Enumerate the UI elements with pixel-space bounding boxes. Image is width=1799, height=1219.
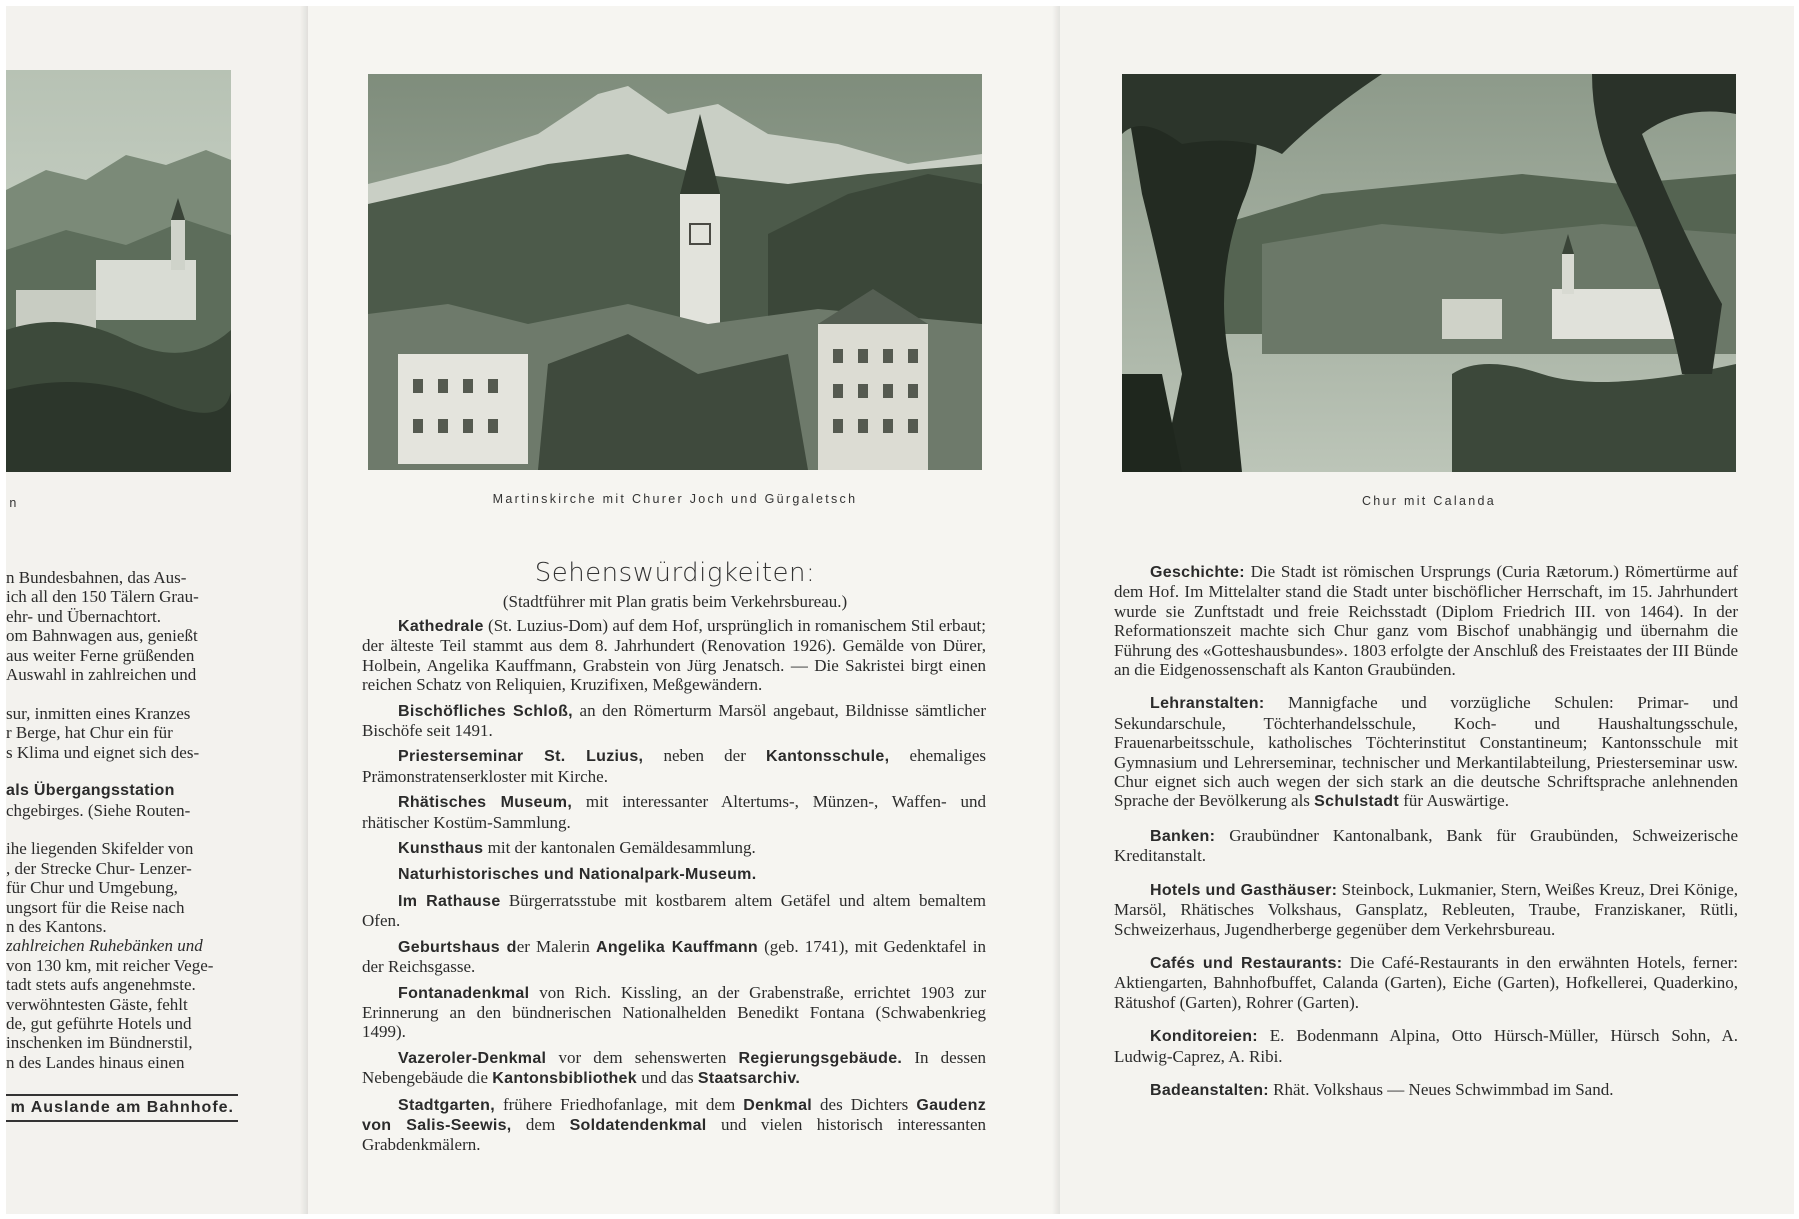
sight-entry: Naturhistorisches und Nationalpark-Museum. xyxy=(398,866,757,884)
sight-entry: Stadtgarten, frühere Friedhofanlage, mit dem Denkmal des Dichters Gaudenz von Salis-Seewis, dem Soldatendenkmal und vielen historisch interessanten Grabdenkmälern. xyxy=(362,1094,986,1155)
left-photo-chur-town xyxy=(6,70,231,472)
sight-entry: Im Rathause Bürgerratsstube mit kostbarem altem Getäfel und altem bemaltem Ofen. xyxy=(362,890,986,931)
left-text-line: für Chur und Umgebung, xyxy=(6,878,178,898)
sight-entry: Kathedrale (St. Luzius-Dom) auf dem Hof, ursprünglich in romanischem Stil erbaut; der älteste Teil stammt aus dem 8. Jahrhundert (Renovation 1926). Gemälde von Dürer, Holbein, Angelika Kauffmann, Grabstein von Jürg Jenatsch. — Die Sakristei birgt einen reichen Schatz von Reliquien, Kruzifixen, Meßgewändern. xyxy=(362,616,986,695)
sights-subheading: (Stadtführer mit Plan gratis beim Verkehrsbureau.) xyxy=(502,592,848,611)
left-bottom-box: m Auslande am Bahnhofe. xyxy=(6,1094,238,1122)
info-entry-geschichte: Geschichte: Die Stadt ist römischen Ursprungs (Curia Rætorum.) Römertürme auf dem Hof. Im Mittelalter stand die Stadt unter bischöflicher Herrschaft, im 15. Jahrhundert wurde sie Zunftstadt und freie Reichsstadt (Diplom Friedrich III. von 1464). In der Reformationszeit machte sich Chur ganz vom Bischof unabhängig und übernahm die Führung des «Gotteshausbundes». 1803 erfolgte der Anschluß des Freistaates der III Bünde an die Eidgenossenschaft als Kanton Graubünden. xyxy=(1114,562,1738,680)
info-entry-cafes: Cafés und Restaurants: Die Café-Restaurants in den erwähnten Hotels, ferner: Aktiengarten, Bahnhofbuffet, Calanda (Garten), Eiche (Garten), Hofkellerei, Quaderkino, Rätushof (Garten), Rohrer (Garten). xyxy=(1114,952,1738,1012)
left-text-line: von 130 km, mit reicher Vege- xyxy=(6,955,214,975)
left-text-line: ich all den 150 Tälern Grau- xyxy=(6,587,199,607)
left-text-line: inschenken im Bündnerstil, xyxy=(6,1033,193,1053)
info-entry-banken: Banken: Graubündner Kantonalbank, Bank für Graubünden, Schweizerische Kreditanstalt. xyxy=(1114,825,1738,866)
info-entry-hotels: Hotels und Gasthäuser: Steinbock, Lukmanier, Stern, Weißes Kreuz, Drei Könige, Marsöl, Rhätisches Volkshaus, Gansplatz, Rebleuten, Traube, Franziskaner, Rütli, Schweizerhaus, Jugendherberge gegenüber dem Verkehrsbureau. xyxy=(1114,879,1738,939)
info-entry-lehranstalten: Lehranstalten: Mannigfache und vorzügliche Schulen: Primar- und Sekundarschule, Töchterhandelsschule, Koch- und Haushaltungsschule, Frauenarbeitsschule, katholisches Töchterinstitut Constantineum; Kantonsschule mit Gymnasium und Lehrerseminar, technischer und Merkantilabteilung, Priesterseminar usw. Chur eignet sich auch wegen der sich stark an die deutsche Schriftsprache anlehnenden Sprache der Bevölkerung als Schulstadt für Auswärtige. xyxy=(1114,693,1738,811)
left-text-line: ehr- und Übernachtort. xyxy=(6,606,161,626)
left-panel xyxy=(6,6,308,1214)
left-text-line: n des Landes hinaus einen xyxy=(6,1052,185,1072)
sight-entry: Geburtshaus der Malerin Angelika Kauffmann (geb. 1741), mit Gedenktafel in der Reichsgasse. xyxy=(362,936,986,977)
middle-panel xyxy=(308,6,1060,1214)
info-entry-konditoreien: Konditoreien: E. Bodenmann Alpina, Otto Hürsch-Müller, Hürsch Sohn, A. Ludwig-Caprez, A. Ribi. xyxy=(1114,1026,1738,1066)
sights-heading: Sehenswürdigkeiten: xyxy=(534,558,816,588)
left-text-line: n Bundesbahnen, das Aus- xyxy=(6,568,187,587)
left-text-line: sur, inmitten eines Kranzes xyxy=(6,703,191,723)
left-text-line: r Berge, hat Chur ein für xyxy=(6,723,173,743)
sight-entry: Fontanadenkmal von Rich. Kissling, an der Grabenstraße, errichtet 1903 zur Erinnerung an den bündnerischen Nationalhelden Benedikt Fontana (Schwabenkrieg 1499). xyxy=(362,982,986,1042)
right-photo-chur-calanda xyxy=(1122,74,1736,472)
left-text-line: verwöhntesten Gäste, fehlt xyxy=(6,994,188,1014)
left-text-line: ihe liegenden Skifelder von xyxy=(6,839,194,859)
left-text-line xyxy=(6,684,238,703)
left-photo-caption: n xyxy=(9,496,19,510)
right-panel xyxy=(1060,6,1794,1214)
sights-list xyxy=(362,616,986,1161)
left-text-line: de, gut geführte Hotels und xyxy=(6,1013,192,1033)
sight-entry: Kunsthaus mit der kantonalen Gemäldesammlung. xyxy=(398,838,756,858)
left-text-line: Auswahl in zahlreichen und xyxy=(6,664,197,684)
right-photo-caption: Chur mit Calanda xyxy=(1361,494,1497,508)
left-text-line: zahlreichen Ruhebänken und xyxy=(6,936,203,956)
left-text-column xyxy=(6,568,238,1072)
info-list xyxy=(1114,562,1738,1106)
left-text-line: n des Kantons. xyxy=(6,917,107,937)
sight-entry: Rhätisches Museum, mit interessanter Altertums-, Münzen-, Waffen- und rhätischer Kostüm-Sammlung. xyxy=(362,792,986,832)
left-text-line xyxy=(6,762,238,781)
left-text-line: aus weiter Ferne grüßenden xyxy=(6,645,195,665)
sight-entry: Bischöfliches Schloß, an den Römerturm Marsöl angebaut, Bildnisse sämtlicher Bischöfe seit 1491. xyxy=(362,700,987,741)
left-text-line-bold: als Übergangsstation xyxy=(6,782,175,800)
left-text-line: om Bahnwagen aus, genießt xyxy=(6,626,198,646)
left-text-line: tadt stets aufs angenehmste. xyxy=(6,975,196,995)
left-text-line: chgebirges. (Siehe Routen- xyxy=(6,800,191,820)
sight-entry: Priesterseminar St. Luzius, neben der Kantonsschule, ehemaliges Prämonstratenserkloster mit Kirche. xyxy=(362,746,986,786)
left-text-line: , der Strecke Chur- Lenzer- xyxy=(6,858,192,878)
sight-entry: Vazeroler-Denkmal vor dem sehenswerten Regierungsgebäude. In dessen Nebengebäude die Kantonsbibliothek und das Staatsarchiv. xyxy=(362,1047,986,1088)
middle-photo-martinskirche xyxy=(368,74,982,470)
middle-photo-caption: Martinskirche mit Churer Joch und Gürgaletsch xyxy=(492,492,858,506)
info-entry-badeanstalten: Badeanstalten: Rhät. Volkshaus — Neues Schwimmbad im Sand. xyxy=(1150,1079,1614,1099)
left-text-line: s Klima und eignet sich des- xyxy=(6,742,200,762)
brochure xyxy=(6,6,1794,1214)
left-text-line xyxy=(6,820,238,839)
left-text-line: ungsort für die Reise nach xyxy=(6,897,185,917)
